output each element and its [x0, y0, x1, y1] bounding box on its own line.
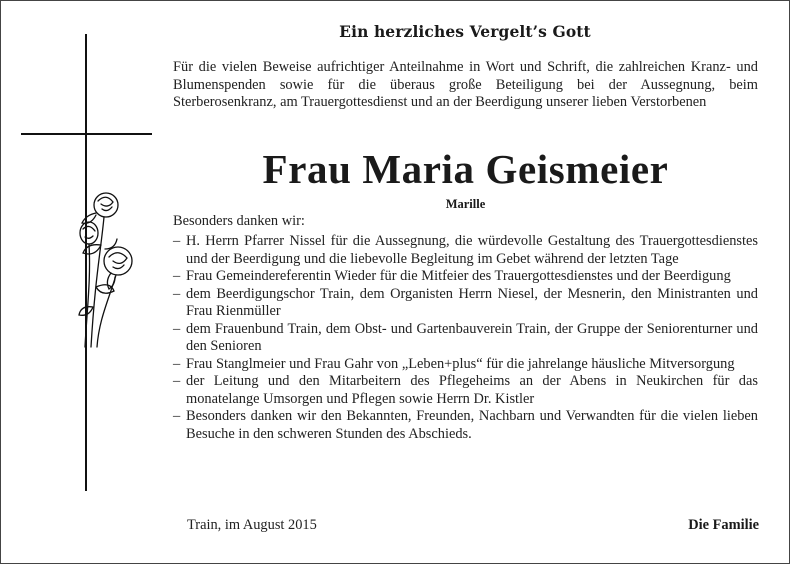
intro-paragraph: Für die vielen Beweise aufrichtiger Anteilnahme in Wort und Schrift, die zahlreichen Kranz- und Blumenspenden sowie für die überaus große Beteiligung bei der Aussegnung, beim Sterberosenkranz, am Trauergottesdienst und an der Beerdigung unserer lieben Verstorbenen: [173, 59, 758, 110]
cross-icon-horizontal-beam: [21, 133, 152, 135]
list-item: – Besonders danken wir den Bekannten, Freunden, Nachbarn und Verwandten für die vielen lieben Besuche in den schweren Stunden des Abschieds.: [173, 408, 758, 443]
signature: Die Familie: [688, 517, 759, 533]
page-title: Ein herzliches Vergelt’s Gott: [339, 22, 591, 41]
place-date: Train, im August 2015: [187, 517, 317, 533]
list-item: – dem Beerdigungschor Train, dem Organisten Herrn Niesel, der Mesnerin, den Ministranten und Frau Rienmüller: [173, 286, 758, 321]
list-item: – dem Frauenbund Train, dem Obst- und Gartenbauverein Train, der Gruppe der Seniorenturner und den Senioren: [173, 321, 758, 356]
thanks-list: [173, 233, 758, 443]
list-item: – der Leitung und den Mitarbeitern des Pflegeheims an der Abens in Neukirchen für das monatelange Umsorgen und Pflegen sowie Herrn Dr. Kistler: [173, 373, 758, 408]
thanks-heading: Besonders danken wir:: [173, 213, 305, 229]
list-item: – H. Herrn Pfarrer Nissel für die Aussegnung, die würdevolle Gestaltung des Trauergottesdienstes und der Beerdigung und die liebevolle Begleitung im Gebet während der letzten Tage: [173, 233, 758, 268]
list-item: – Frau Gemeindereferentin Wieder für die Mitfeier des Trauergottesdienstes und der Beerdigung: [173, 268, 758, 286]
deceased-name: Frau Maria Geismeier: [262, 146, 669, 192]
deceased-nickname: Marille: [445, 197, 486, 211]
list-item: – Frau Stanglmeier und Frau Gahr von „Leben+plus“ für die jahrelange häusliche Mitversorgung: [173, 356, 758, 374]
roses-icon: [71, 189, 141, 349]
